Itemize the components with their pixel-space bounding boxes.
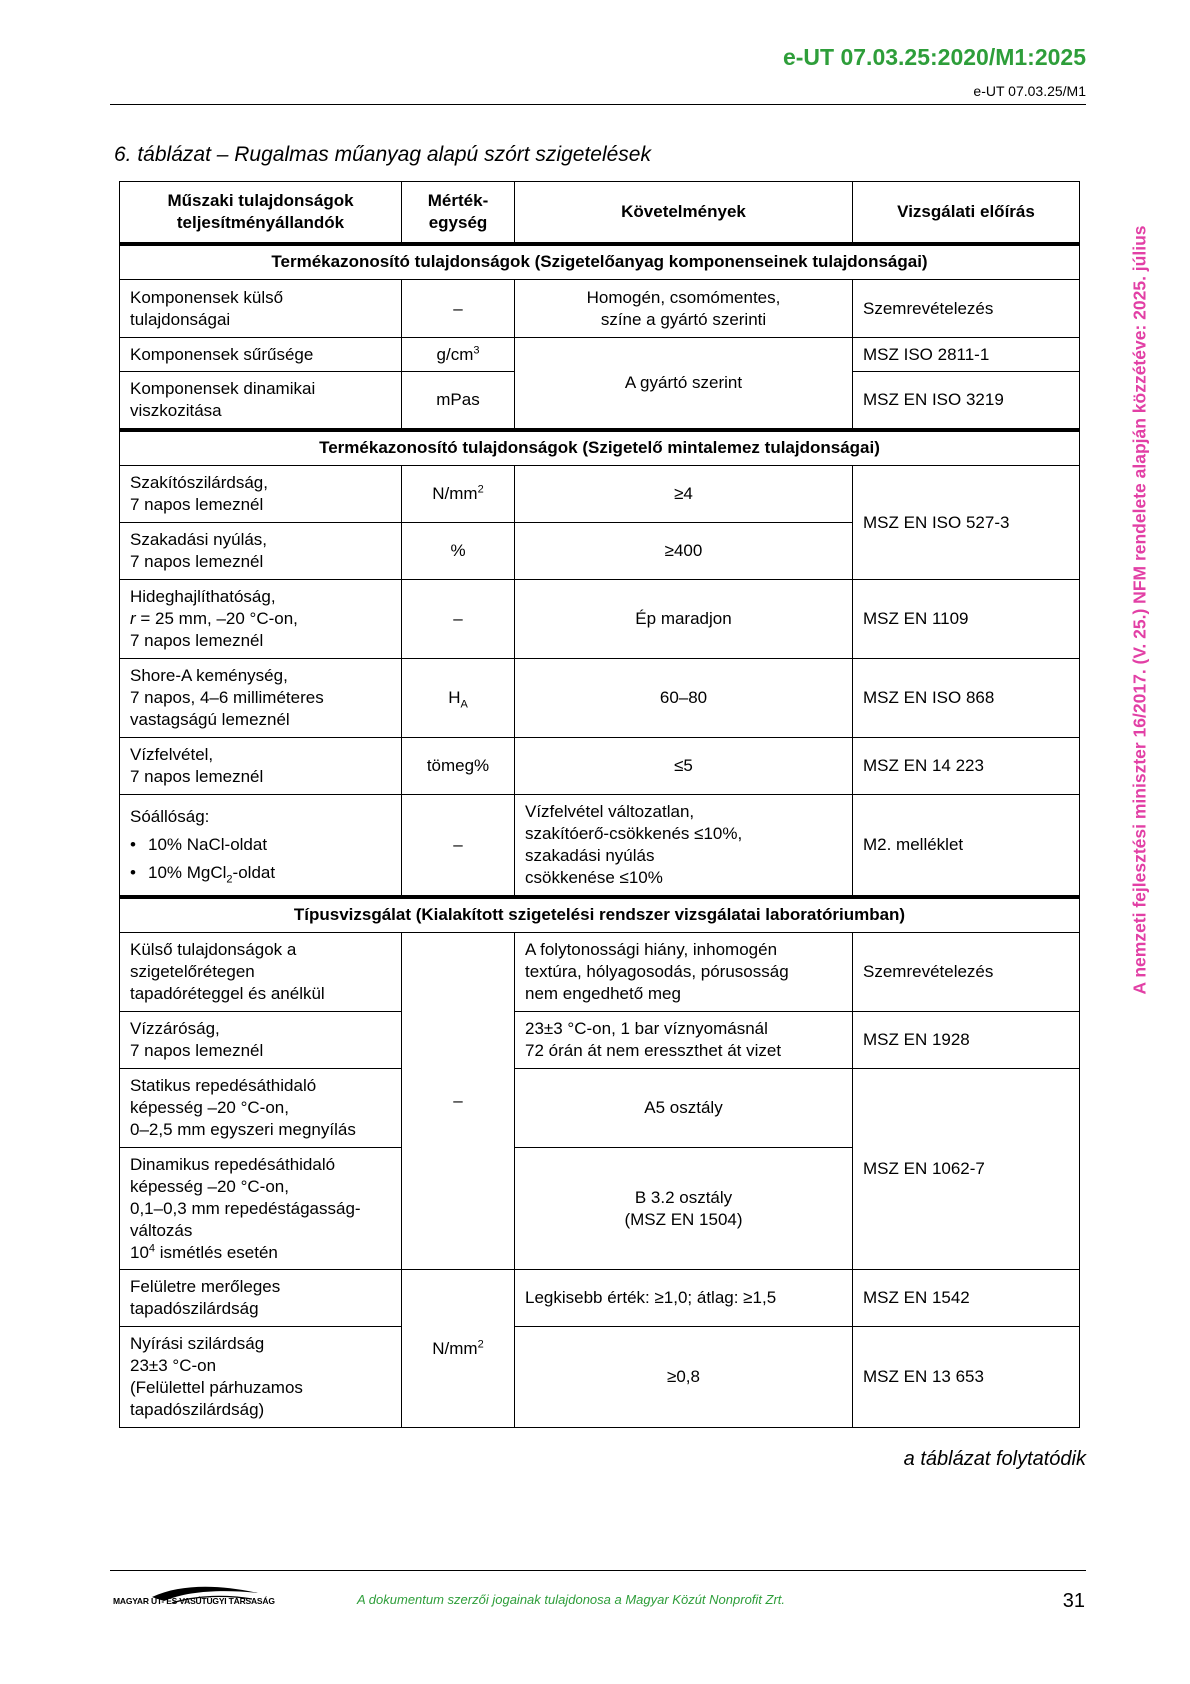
requirement-cell: ≥400 bbox=[515, 523, 853, 580]
property-cell: Komponensek külső tulajdonságai bbox=[120, 280, 402, 338]
society-logo-text: MAGYAR ÚT- ÉS VASÚTÜGYI TÁRSASÁG bbox=[113, 1596, 275, 1606]
unit-cell: $N/mm^2$ bbox=[402, 466, 515, 523]
property-cell: Komponensek dinamikai viszkozitása bbox=[120, 372, 402, 430]
test-cell: MSZ EN 1928 bbox=[853, 1012, 1080, 1069]
test-cell: Szemrevételezés bbox=[853, 933, 1080, 1012]
table-row bbox=[120, 659, 1080, 738]
document-code: e-UT 07.03.25:2020/M1:2025 bbox=[782, 44, 1086, 70]
property-cell: Dinamikus repedésáthidaló képesség –20 °C-on, 0,1–0,3 mm repedéstágasság- változás $10^4$ ismétlés esetén bbox=[120, 1148, 402, 1270]
requirement-cell: Legkisebb érték: ≥1,0; átlag: ≥1,5 bbox=[515, 1270, 853, 1327]
unit-cell: – bbox=[402, 933, 515, 1270]
test-cell: Szemrevételezés bbox=[853, 280, 1080, 338]
requirement-cell: ≤5 bbox=[515, 738, 853, 795]
header-rule bbox=[110, 104, 1086, 105]
table-row bbox=[120, 1270, 1080, 1327]
header-property: Műszaki tulajdonságok teljesítményállandók bbox=[120, 182, 402, 244]
requirement-cell: A folytonossági hiány, inhomogén textúra, hólyagosodás, pórusosság nem engedhető meg bbox=[515, 933, 853, 1012]
property-cell: Felületre merőleges tapadószilárdság bbox=[120, 1270, 402, 1327]
requirement-cell: A gyártó szerint bbox=[515, 338, 853, 430]
header-requirement: Követelmények bbox=[515, 182, 853, 244]
requirement-cell: A5 osztály bbox=[515, 1069, 853, 1148]
unit-cell: $g/cm^3$ bbox=[402, 338, 515, 372]
table-row bbox=[120, 466, 1080, 523]
table-row bbox=[120, 338, 1080, 372]
section-title: Típusvizsgálat (Kialakított szigetelési rendszer vizsgálatai laboratóriumban) bbox=[120, 897, 1080, 933]
unit-cell: tömeg% bbox=[402, 738, 515, 795]
property-cell: Külső tulajdonságok a szigetelőrétegen tapadóréteggel és anélkül bbox=[120, 933, 402, 1012]
bullet-item: • 10% MgCl$_2$-oldat bbox=[130, 862, 276, 886]
property-cell: Komponensek sűrűsége bbox=[120, 338, 402, 372]
requirement-cell: 23±3 °C-on, 1 bar víznyomásnál 72 órán át nem eresszthet át vizet bbox=[515, 1012, 853, 1069]
document-sub-code: e-UT 07.03.25/M1 bbox=[973, 83, 1086, 99]
test-cell: MSZ EN 14 223 bbox=[853, 738, 1080, 795]
specification-table bbox=[119, 181, 1080, 1428]
header-test-method: Vizsgálati előírás bbox=[853, 182, 1080, 244]
property-cell: Hideghajlíthatóság, r = 25 mm, –20 °C-on, 7 napos lemeznél bbox=[120, 580, 402, 659]
test-cell: MSZ EN ISO 868 bbox=[853, 659, 1080, 738]
requirement-cell: B 3.2 osztály (MSZ EN 1504) bbox=[515, 1148, 853, 1270]
footer-rule bbox=[110, 1570, 1086, 1571]
table-header-row bbox=[120, 182, 1080, 244]
table-row bbox=[120, 1327, 1080, 1428]
unit-cell: – bbox=[402, 280, 515, 338]
test-cell: MSZ EN ISO 3219 bbox=[853, 372, 1080, 430]
copyright-note: A dokumentum szerzői jogainak tulajdonosa a Magyar Közút Nonprofit Zrt. bbox=[357, 1592, 786, 1607]
test-cell: MSZ EN 1542 bbox=[853, 1270, 1080, 1327]
table-row bbox=[120, 933, 1080, 1012]
unit-cell: – bbox=[402, 580, 515, 659]
property-cell: Shore-A keménység, 7 napos, 4–6 milliméteres vastagságú lemeznél bbox=[120, 659, 402, 738]
table-row bbox=[120, 738, 1080, 795]
unit-cell: $N/mm^2$ bbox=[402, 1270, 515, 1428]
property-cell: Sóállóság: • 10% NaCl-oldat • 10% MgCl$_2$-oldat bbox=[120, 795, 402, 897]
table-row bbox=[120, 580, 1080, 659]
requirement-cell: ≥0,8 bbox=[515, 1327, 853, 1428]
test-cell: MSZ ISO 2811-1 bbox=[853, 338, 1080, 372]
unit-cell: % bbox=[402, 523, 515, 580]
requirement-cell: Ép maradjon bbox=[515, 580, 853, 659]
table-row bbox=[120, 1012, 1080, 1069]
test-cell: MSZ EN ISO 527-3 bbox=[853, 466, 1080, 580]
test-cell: MSZ EN 1109 bbox=[853, 580, 1080, 659]
test-cell: M2. melléklet bbox=[853, 795, 1080, 897]
section-row bbox=[120, 430, 1080, 466]
test-cell: MSZ EN 1062-7 bbox=[853, 1069, 1080, 1270]
table-caption: 6. táblázat – Rugalmas műanyag alapú szórt szigetelések bbox=[114, 143, 651, 166]
table-row bbox=[120, 795, 1080, 897]
test-cell: MSZ EN 13 653 bbox=[853, 1327, 1080, 1428]
section-title: Termékazonosító tulajdonságok (Szigetelő mintalemez tulajdonságai) bbox=[120, 430, 1080, 466]
property-cell: Szakadási nyúlás, 7 napos lemeznél bbox=[120, 523, 402, 580]
property-cell: Szakítószilárdság, 7 napos lemeznél bbox=[120, 466, 402, 523]
unit-cell: $H_A$ bbox=[402, 659, 515, 738]
requirement-cell: Homogén, csomómentes, színe a gyártó szerinti bbox=[515, 280, 853, 338]
section-row bbox=[120, 897, 1080, 933]
property-cell: Vízzáróság, 7 napos lemeznél bbox=[120, 1012, 402, 1069]
requirement-cell: ≥4 bbox=[515, 466, 853, 523]
side-publication-note: A nemzeti fejlesztési miniszter 16/2017. (V. 25.) NFM rendelete alapján közzétéve: 2025. július bbox=[1129, 225, 1150, 995]
section-title: Termékazonosító tulajdonságok (Szigetelőanyag komponenseinek tulajdonságai) bbox=[120, 244, 1080, 280]
requirement-cell: Vízfelvétel változatlan, szakítóerő-csökkenés ≤10%, szakadási nyúlás csökkenése ≤10% bbox=[515, 795, 853, 897]
table-row bbox=[120, 1069, 1080, 1148]
unit-cell: – bbox=[402, 795, 515, 897]
page-number: 31 bbox=[1062, 1590, 1085, 1612]
section-row bbox=[120, 244, 1080, 280]
header-unit: Mérték- egység bbox=[402, 182, 515, 244]
property-cell: Vízfelvétel, 7 napos lemeznél bbox=[120, 738, 402, 795]
table-row bbox=[120, 280, 1080, 338]
requirement-cell: 60–80 bbox=[515, 659, 853, 738]
property-cell: Nyírási szilárdság 23±3 °C-on (Felülettel párhuzamos tapadószilárdság) bbox=[120, 1327, 402, 1428]
property-cell: Statikus repedésáthidaló képesség –20 °C-on, 0–2,5 mm egyszeri megnyílás bbox=[120, 1069, 402, 1148]
bullet-item: • 10% NaCl-oldat bbox=[130, 834, 268, 854]
unit-cell: mPas bbox=[402, 372, 515, 430]
table-continues-note: a táblázat folytatódik bbox=[903, 1448, 1086, 1470]
